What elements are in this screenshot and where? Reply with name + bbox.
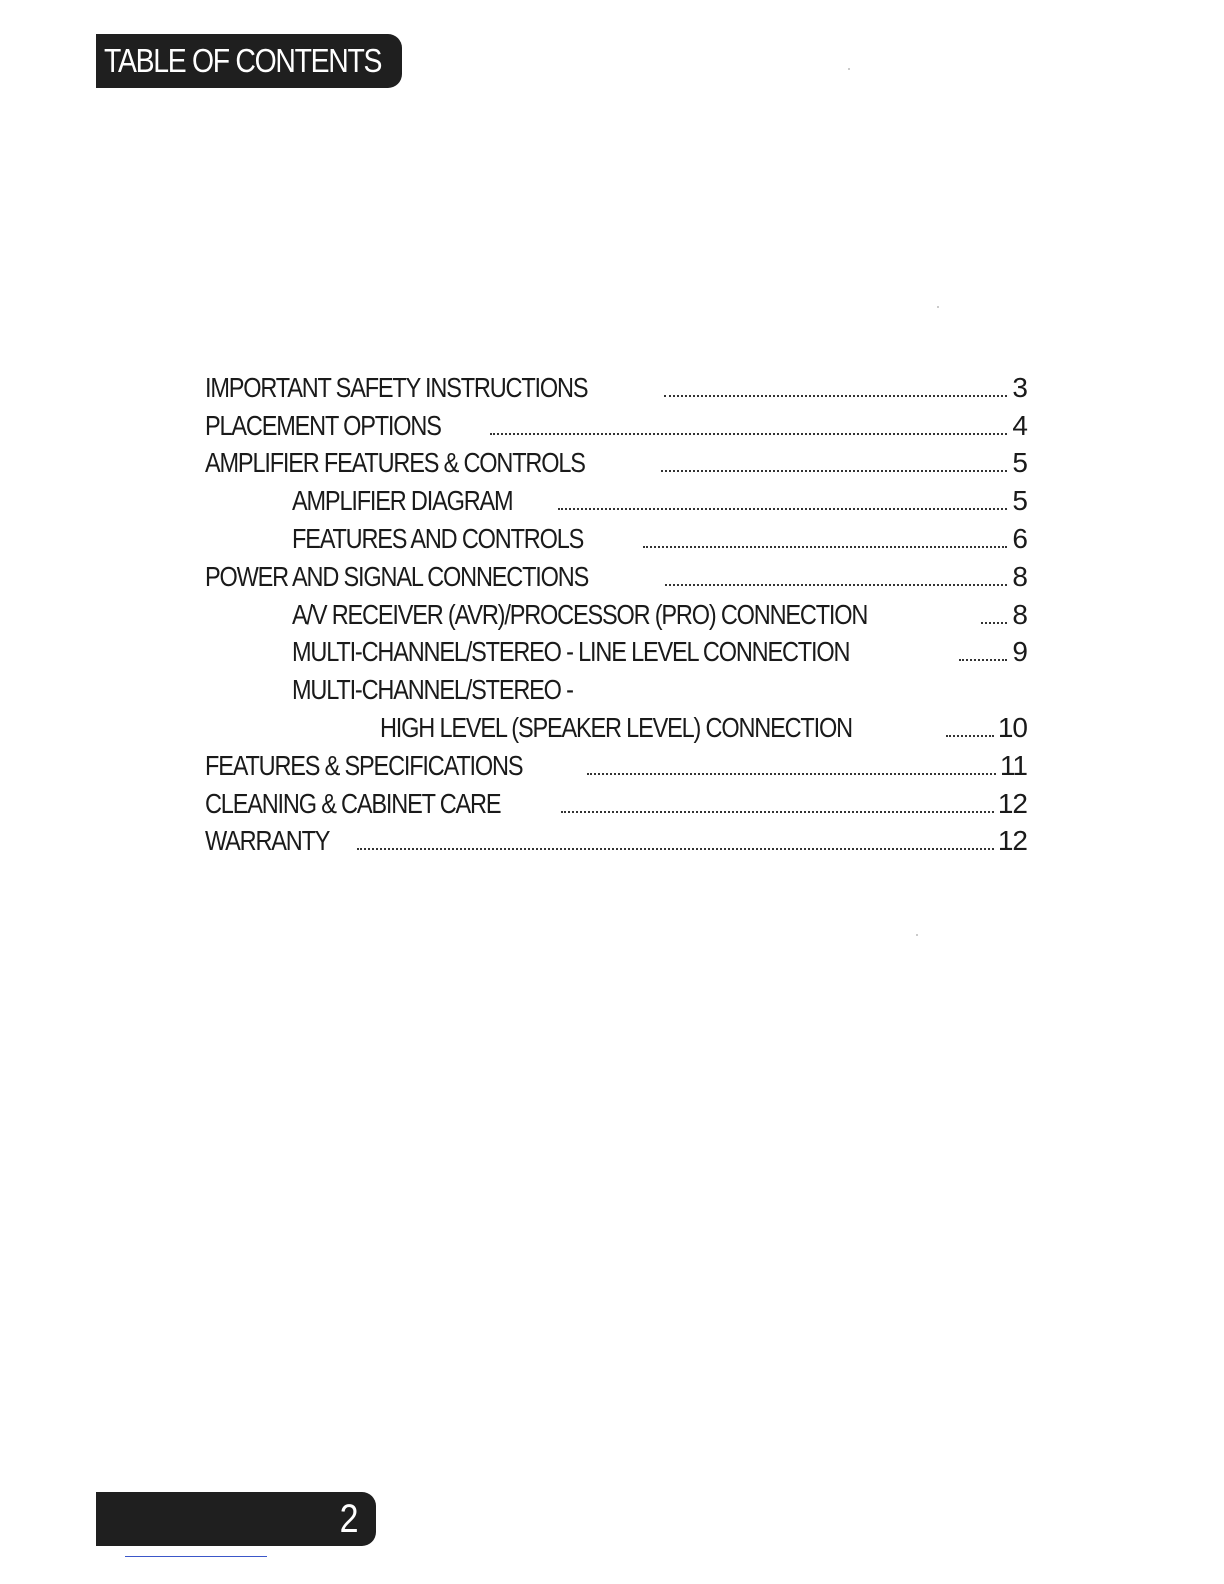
toc-dot-leader (665, 584, 1007, 586)
toc-entry-title: AMPLIFIER FEATURES & CONTROLS (205, 447, 585, 479)
toc-dot-leader (643, 546, 1007, 548)
section-header-title: TABLE OF CONTENTS (104, 42, 382, 79)
toc-entry-title: AMPLIFIER DIAGRAM (292, 485, 513, 517)
toc-entry-title: A/V RECEIVER (AVR)/PROCESSOR (PRO) CONNECTION (292, 598, 868, 630)
toc-entry[interactable] (205, 824, 1027, 862)
toc-entry-page: 10 (997, 711, 1027, 743)
toc-dot-leader (357, 848, 994, 850)
scan-speck (937, 306, 939, 308)
toc-entry[interactable] (205, 786, 1027, 824)
toc-entry-page: 8 (1012, 560, 1027, 592)
toc-dot-leader (664, 395, 1007, 397)
toc-dot-leader (561, 811, 994, 813)
toc-subentry[interactable] (205, 483, 1027, 521)
toc-dot-leader (558, 508, 1007, 510)
toc-entry-page: 12 (997, 787, 1027, 819)
toc-entry-title: MULTI-CHANNEL/STEREO - (292, 674, 573, 706)
scan-speck (848, 68, 850, 70)
toc-entry-page: 3 (1012, 371, 1027, 403)
toc-entry-page: 12 (997, 825, 1027, 857)
toc-entry[interactable] (205, 370, 1027, 408)
toc-subentry[interactable] (205, 635, 1027, 673)
toc-entry-title: FEATURES & SPECIFICATIONS (205, 749, 523, 781)
toc-entry[interactable] (205, 748, 1027, 786)
toc-entry-title: IMPORTANT SAFETY INSTRUCTIONS (205, 371, 588, 403)
toc-subentry-heading (205, 672, 1027, 710)
page-number-tab (96, 1492, 376, 1546)
table-of-contents (205, 370, 1027, 861)
toc-entry[interactable] (205, 446, 1027, 484)
section-header-tab (96, 34, 402, 88)
toc-subentry[interactable] (205, 710, 1027, 748)
toc-entry[interactable] (205, 408, 1027, 446)
toc-subentry[interactable] (205, 521, 1027, 559)
footer-rule (125, 1556, 267, 1557)
toc-entry-title: HIGH LEVEL (SPEAKER LEVEL) CONNECTION (380, 711, 852, 743)
toc-entry-title: POWER AND SIGNAL CONNECTIONS (205, 560, 589, 592)
toc-entry-page: 11 (999, 749, 1027, 781)
toc-entry-page: 6 (1012, 522, 1027, 554)
toc-entry-page: 9 (1012, 636, 1027, 668)
toc-entry-page: 4 (1012, 409, 1027, 441)
toc-dot-leader (981, 622, 1007, 624)
toc-entry-title: FEATURES AND CONTROLS (292, 522, 584, 554)
toc-dot-leader (946, 735, 994, 737)
toc-entry-page: 5 (1012, 447, 1027, 479)
toc-entry-title: WARRANTY (205, 825, 330, 857)
toc-entry-title: MULTI-CHANNEL/STEREO - LINE LEVEL CONNECTION (292, 636, 850, 668)
toc-subentry[interactable] (205, 597, 1027, 635)
toc-dot-leader (959, 659, 1007, 661)
toc-dot-leader (490, 433, 1007, 435)
toc-entry-title: PLACEMENT OPTIONS (205, 409, 441, 441)
toc-dot-leader (661, 470, 1007, 472)
toc-entry-page: 5 (1012, 485, 1027, 517)
scan-speck (916, 934, 918, 936)
toc-entry[interactable] (205, 559, 1027, 597)
page-number: 2 (339, 1496, 359, 1541)
toc-dot-leader (587, 773, 996, 775)
toc-entry-page: 8 (1012, 598, 1027, 630)
toc-entry-title: CLEANING & CABINET CARE (205, 787, 501, 819)
